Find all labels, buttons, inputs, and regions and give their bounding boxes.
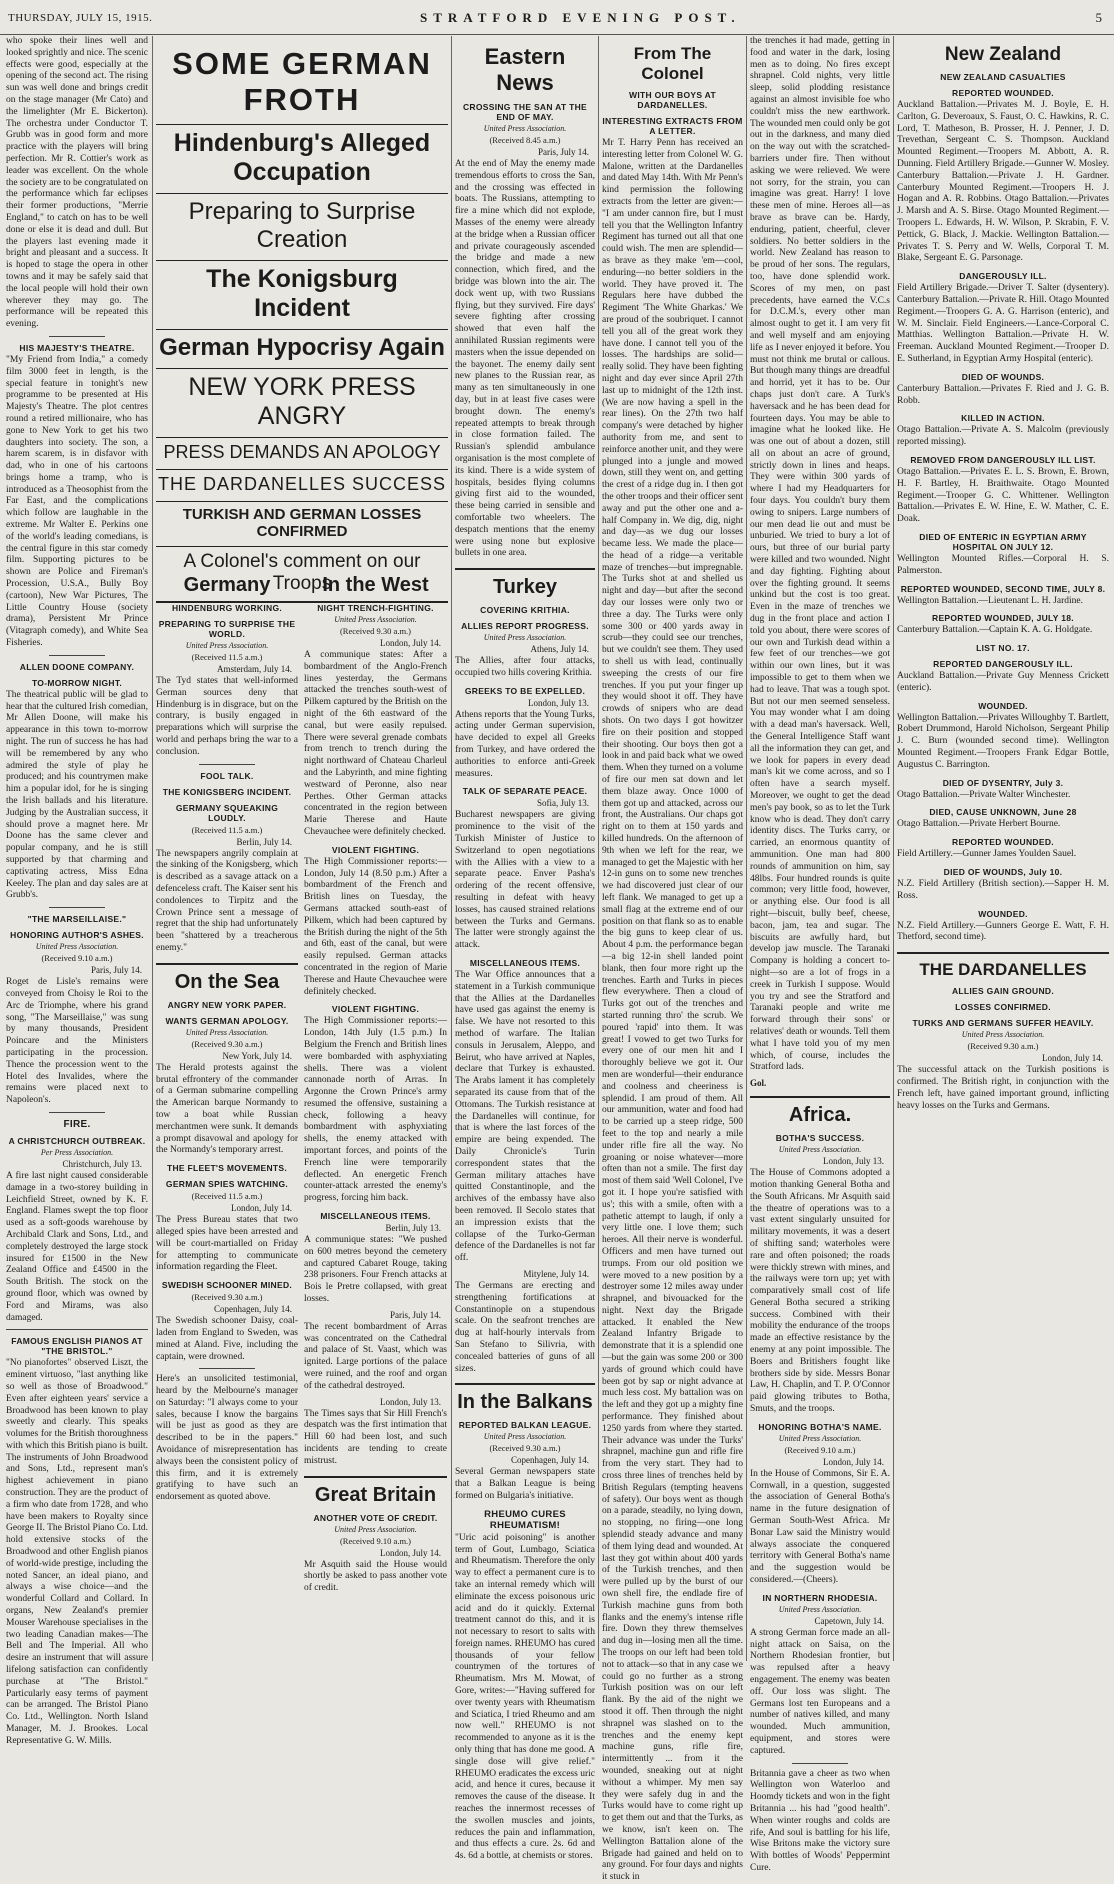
article-text: The Times says that Sir Hill French's despatch was the first intimation that Hill 60 had been lost, and such incidents are tending to create mistrust. <box>304 1408 447 1466</box>
headline: FIRE. <box>63 1118 91 1130</box>
advert-text: Here's an unsolicited testimonial, heard by the Melbourne's manager on Saturday: "I always come to your sales, because I know the bargains will be just as good as they are described to be in the papers." Avoidance of misrepresentation has always been the consistent policy of this firm, and it is extremely gratifying to have such an endorsement as quoted above. <box>156 1374 298 1503</box>
headline-deck: NEW YORK PRESS ANGRY <box>156 369 448 438</box>
headline: WITH OUR BOYS AT DARDANELLES. <box>629 90 716 110</box>
section-title-dardanelles: THE DARDANELLES <box>897 952 1109 980</box>
agency-credit: United Press Association. <box>35 942 119 952</box>
advert-headline: RHEUMO CURES RHEUMATISM! <box>484 1508 566 1531</box>
headline: THE FLEET'S MOVEMENTS. <box>166 1163 288 1174</box>
casualty-list: Wellington Battalion.—Lieutenant L. H. Jardine. <box>897 595 1084 606</box>
dateline: London, July 13. <box>822 1156 884 1167</box>
dateline: London, July 14. <box>1041 1053 1103 1064</box>
headline: HIS MAJESTY'S THEATRE. <box>19 342 135 353</box>
article-text: The Germans are erecting and strengthening fortifications at Constantinople on a stupendous scale. On the seafront trenches are dug at half-hourly intervals from San Stefano to Silivria, with concealed batteries of guns of all sizes. <box>455 1280 595 1374</box>
casualty-list: Field Artillery.—Gunner James Youlden Sauel. <box>897 849 1077 860</box>
dateline: London, July 14. <box>230 1203 292 1214</box>
headline: MISCELLANEOUS ITEMS. <box>469 958 581 969</box>
article-text: The War Office announces that a statement in a Turkish communique that the Allies at the Dardanelles have used gas against the enemy is false. We have not resorted to this method of warfare. The Italian consuls in Jerusalem, Aleppo, and Beirut, who have arrived at Naples, declare that Turkey is exhausted. The Arabs lament it has completely separated its cause from that of the Ottomans. The Turkish resistance at the Dardanelles will continue, for that is where the last forces of the empire are being expended. The Daily Chronicle's Turin correspondent states that the German military attaches have quitted Constantinople, and the archives of the embassy have also been removed. Il Secolo states that an impression exists that the collapse of the Turko-German defence of the Dardanelles is not far off. <box>455 970 595 1264</box>
headline: ALLIES GAIN GROUND. <box>951 986 1055 997</box>
headline: HINDENBURG WORKING. <box>171 603 283 613</box>
article-text: The Allies, after four attacks, occupied two hills covering Krithia. <box>455 656 595 678</box>
article-text: "My Friend from India," a comedy film 3000 feet in length, is the special feature in tonight's new programme to be presented at His Majesty's Theatre. The plot centres round a retired millionaire, who has gone to New York to get his two daughters into society. The son, a harem scarem, is in disfavor with dad, who in one of his cartoons brings home a tramp, who is introduced as a Theosophist from the Far East, and the complications which follow are laughable in the extreme. Mr Walter E. Perkins one of the world's leading comedians, is the central figure in this star comedy film. Supporting pictures to be shown are Police and Fireman's Procession, U.S.A., Bully Boy (cartoon), New War Pictures, The Little Country House (society drama), Persistent Mr Prince (Vitagraph comedy), and White Sea Fisheries. <box>6 354 148 649</box>
headline: GREEKS TO BE EXPELLED. <box>464 685 586 696</box>
casualty-list: Otago Battalion.—Private Walter Winchester. <box>897 789 1071 800</box>
dateline: Paris, July 14. <box>90 965 142 976</box>
headline: CROSSING THE SAN AT THE END OF MAY. <box>462 102 587 122</box>
article-text: The Press Bureau states that two alleged spies have been arrested and will be court-martialled on Friday for attempting to communicate information regarding the Fleet. <box>156 1215 298 1273</box>
advert-text: Britannia gave a cheer as two when Wellington won Waterloo and Hoomdy tickets and won in the fight Britannia ... his had "good health". When winter roughs and colds are rife, And soul is battling for his life, Wise Britons make the victory sure With bottles of Woods' Peppermint Cure. <box>750 1768 890 1873</box>
subheadline: WANTS GERMAN APOLOGY. <box>165 1015 289 1026</box>
column-rule <box>746 36 747 1661</box>
casualty-list: Otago Battalion.—Private A. S. Malcolm (previously reported missing). <box>897 425 1109 448</box>
column-rule <box>152 36 153 1661</box>
subheadline: TURKS AND GERMANS SUFFER HEAVILY. <box>912 1018 1094 1029</box>
agency-credit: United Press Association. <box>185 1027 269 1037</box>
headline: HONORING BOTHA'S NAME. <box>758 1421 882 1432</box>
subheadline: PREPARING TO SURPRISE THE WORLD. <box>158 619 296 639</box>
dateline: Mitylene, July 14. <box>523 1268 589 1279</box>
article-text: A communique states: After a bombardment of the Anglo-French lines yesterday, the Germans attacked the trenches south-west of Pilkem captured by the British on the night of the 6th eastward of the canal, but were easily repulsed. There were several grenade combats from trench to trench during the night northward of Chateau Charleul and the Labyrinth, and mine fighting westward of Peronne, also near Perthes. Other German attacks concentrated in the region between Marie Therese and Haute Chevauchee were definitely checked. <box>304 650 447 837</box>
article-text: The successful attack on the Turkish positions is confirmed. The British right, in conjunction with the French left, have gained important ground, inflicting heavy losses on the Turks and Germans. <box>897 1065 1109 1111</box>
headline: MISCELLANEOUS ITEMS. <box>320 1211 431 1222</box>
article-text: A strong German force made an all-night attack on Saisa, on the Northern Rhodesian frontier, but was repulsed after a heavy engagement. The enemy was beaten off. Our loss was slight. The Germans lost ten Europeans and a number of natives killed, and many wounded. Much ammunition, equipment, and stores were captured. <box>750 1627 890 1756</box>
headline: NIGHT TRENCH-FIGHTING. <box>317 603 434 613</box>
subheadline: REPORTED WOUNDED. <box>952 837 1054 848</box>
subheadline: WOUNDED. <box>978 908 1028 919</box>
dateline: Copenhagen, July 14. <box>214 1304 292 1315</box>
received-time: (Received 9.30 a.m.) <box>967 1041 1039 1052</box>
article-text: The Swedish schooner Daisy, coal-laden from England to Sweden, was mined at Aland. Five, including the captain, were drowned. <box>156 1316 298 1362</box>
agency-credit: United Press Association. <box>778 1604 862 1614</box>
dateline: Christchurch, July 13. <box>62 1158 142 1169</box>
subheadline: GERMANY SQUEAKING LOUDLY. <box>175 802 279 823</box>
column-4 <box>455 36 595 1862</box>
article-text: who spoke their lines well and looked sprightly and nice. The scenic effects were good, especially at the opening of the second act. The rising sun was well done and brings credit on the stage manager (Mr Cato) and the limelighter (Mr E. Bickerton). The orchestra under Conductor T. Grubb was in good form and more practice with the players will bring perfection. Mr R. Cottier's work as leader was excellent. On the whole the society are to be congratulated on the performance which far eclipses their former productions, "Merrie England," to catch on has to be well done or else it is dead and dull. But the players last evening made it bright and pleasant and a success. It is hoped to stage the opera in other towns and it may be safely said that the local people will hold their own wherever they may go. The performance will be repeated this evening. <box>6 36 148 330</box>
headline-deck: PRESS DEMANDS AN APOLOGY <box>156 438 448 470</box>
paper-name: STRATFORD EVENING POST. <box>420 10 741 25</box>
section-title-germany: Germany <box>183 574 271 596</box>
column-rule <box>451 36 452 1661</box>
dateline: Amsterdam, July 14. <box>217 664 292 674</box>
casualty-list: Canterbury Battalion.—Privates F. Ried and J. G. B. Robb. <box>897 383 1109 406</box>
article-text: Mr Asquith said the House would shortly be asked to pass another vote of credit. <box>304 1559 447 1594</box>
headline: ANOTHER VOTE OF CREDIT. <box>313 1512 438 1523</box>
page-number: 5 <box>1095 10 1102 25</box>
subheadline: ALLIES REPORT PROGRESS. <box>461 621 589 632</box>
casualty-list: Canterbury Battalion.—Captain K. A. G. Holdgate. <box>897 625 1093 636</box>
subheadline: REMOVED FROM DANGEROUSLY ILL LIST. <box>910 454 1096 465</box>
article-text: Athens reports that the Young Turks, acting under German supervision, have decided to expel all Greeks from Turkey, and have ordered the authorities to enforce anti-Greek measures. <box>455 709 595 779</box>
received-time: (Received 9.10 a.m.) <box>41 953 113 964</box>
headline: REPORTED BALKAN LEAGUE. <box>458 1420 592 1431</box>
headline: FOOL TALK. <box>200 770 254 781</box>
column-6 <box>750 36 890 1873</box>
agency-credit: United Press Association. <box>334 615 417 624</box>
subheadline: HONORING AUTHOR'S ASHES. <box>10 930 144 941</box>
section-title-colonel: From The Colonel <box>633 44 712 83</box>
article-text: The High Commissioner reports:— London, 14th July (1.5 p.m.) In Belgium the French and British lines were bombarded with asphyxiating shells. There was a violent cannonade north of Arras. In Argonne the Crown Prince's army resumed the offensive, sustaining a check, following a heavy bombardment with asphyxiating shells, the enemy attacked with important forces, and points of the French line were temporarily deflected. An energetic French counter-attack arrested the enemy's progress, forcing him back. <box>304 1016 447 1204</box>
subheadline: DIED OF WOUNDS. <box>961 371 1045 382</box>
subheadline: INTERESTING EXTRACTS FROM A LETTER. <box>602 116 743 136</box>
dateline: London, July 13. <box>379 1396 441 1407</box>
received-time: (Received 9.10 a.m.) <box>784 1444 856 1455</box>
column-rule <box>893 36 894 1661</box>
article-text: The Tyd states that well-informed German sources deny that Hindenburg is in disgrace, but on the contrary, is busily engaged in preparations which will surprise the world and perhaps bring the war to a conclusion. <box>156 676 298 757</box>
article-text: The House of Commons adopted a motion thanking General Botha and the South Africans. Mr Asquith said the theatre of operations was to a vast extent singularly unsuited for military movements, it was a desert of shifting sand; waterholes were rare and often poisoned; the roads were thickly strewn with mines, and the railways were torn up; yet with comparatively small cost of life General Botha secured a striking success. Combined with their mobility the endurance of the troops made an effective resistance by the enemy at any point impossible. The Boers and Britishers fought like brothers side by side. Messrs Bonar Law, H. Chaplin, and T. P. O'Connor paid glowing tributes to Botha, Smuts, and the troops. <box>750 1168 890 1415</box>
casualty-list: Auckland Battalion.—Private Guy Menness Crickett (enteric). <box>897 671 1109 693</box>
dateline: Capetown, July 14. <box>814 1615 884 1626</box>
headline: SWEDISH SCHOONER MINED. <box>161 1280 293 1291</box>
headline-main: SOME GERMAN FROTH <box>156 36 448 125</box>
subheadline: DIED OF DYSENTRY, July 3. <box>942 777 1064 788</box>
received-time: (Received 9.10 a.m.) <box>339 1535 412 1546</box>
section-title-africa: Africa. <box>750 1096 890 1127</box>
subheadline: REPORTED WOUNDED, JULY 18. <box>932 613 1074 624</box>
received-time: (Received 11.5 a.m.) <box>191 1191 263 1202</box>
subheadline: REPORTED WOUNDED. <box>952 88 1054 98</box>
agency-credit: Per Press Association. <box>40 1147 114 1157</box>
signature: Gol. <box>750 1078 767 1089</box>
section-title-west: In the West <box>322 574 429 596</box>
section-title-new-zealand: New Zealand <box>944 44 1062 65</box>
casualty-list: Wellington Mounted Rifles.—Corporal H. S. Palmerston. <box>897 553 1109 576</box>
received-time: (Received 9.30 a.m.) <box>339 626 412 636</box>
issue-date: THURSDAY, JULY 15, 1915. <box>8 12 153 24</box>
subheadline: KILLED IN ACTION. <box>961 413 1045 424</box>
dateline: Paris, July 14. <box>537 147 589 157</box>
column-rule <box>598 36 599 1661</box>
masthead <box>0 0 1114 35</box>
dateline: Berlin, July 14. <box>236 836 292 847</box>
casualty-list: N.Z. Field Artillery.—Gunners George E. Watt, F. H. Thetford, second time). <box>897 920 1109 943</box>
agency-credit: United Press Association. <box>483 1432 567 1442</box>
subheadline: LIST NO. 17. <box>976 643 1030 654</box>
casualty-list: Field Artillery Brigade.—Driver T. Salter (dysentery). Canterbury Battalion.—Private R. Hill. Otago Mounted Regiment.—Troopers G. A. G. Harrison (enteric), and W. M. Sinclair. Field Engineers.—Lance-Corporal C. Matthias. Wellington Battalion.—Private H. W. Freeman. Auckland Mounted Regiment.—Trooper D. E. Sutherland, in Egyptian Army Hospital (enteric). <box>897 283 1109 364</box>
divider <box>792 1763 848 1764</box>
headline-deck: The Konigsburg Incident <box>156 261 448 330</box>
agency-credit: United Press Association. <box>185 641 269 650</box>
column-5 <box>602 36 743 1883</box>
casualty-list: Auckland Battalion.—Privates M. J. Boyle, E. H. Carlton, G. Deveroaux, S. Faust, O. C. Hawkins, R. C. Lord, T. Matheson, B. Prosser, H. J. Penner, J. D. Trevethan, Sergeant C. S. Thompson. Auckland Mounted Regiment.—Troopers M. Abbott, A. R. Dunning. Field Artillery Brigade.—Gunner W. Mosley. Canterbury Battalion.—Private J. H. Gardner. Canterbury Mounted Regiment.—Troopers H. J. Hogan and A. R. Robbins. Otago Battalion.—Privates J. Marsh and A. S. Birse. Otago Mounted Regiment.—Troopers L. Edwards, H. W. Wilson, P. Skrabin, F. V. Pettick, G. Black, J. Mackie. Wellington Battalion.—Privates T. S. Perry and W. Wells, Corporal T. M. Blake, Sergeant E. G. Parsonage. <box>897 100 1109 264</box>
article-text: The High Commissioner reports:— London, July 14 (8.50 p.m.) After a bombardment of the French and British lines on Tuesday, the Germans attacked south-east of Pilkem, which had been captured by the British during the night of the 5th and 6th, east of the canal, but were easily repulsed. German attacks concentrated in the region of Marie Therese and Haute Chevauchee were definitely checked. <box>304 856 447 997</box>
received-time: (Received 11.5 a.m.) <box>191 652 263 662</box>
dateline: London, July 13. <box>527 697 589 708</box>
headline: ANGRY NEW YORK PAPER. <box>167 999 287 1010</box>
casualty-list: Otago Battalion.—Privates E. L. S. Brown, E. Brown, H. F. Bartley, H. Braithwaite. Otago Mounted Regiment.—Trooper G. C. Whittener. Wellington Battalion.—Privates E. W. Hine, E. W. Mather, C. E. Doak. <box>897 466 1109 525</box>
article-text: Bucharest newspapers are giving prominence to the visit of the Turkish Minister of Justice to Switzerland to open negotiations with the Allies with a view to a separate peace. Enver Pasha's ordering of the recent offensive, resulting in defeat with heavy losses, has caused strained relations between the Turks and Germans. The latter were strongly against the attack. <box>455 810 595 951</box>
casualty-list: N.Z. Field Artillery (British section).—Sapper H. M. Ross. <box>897 879 1109 901</box>
dateline: Athens, July 14. <box>530 644 589 655</box>
article-text: the trenches it had made, getting in food and water in the dark, losing men as to doing. No fires except shrapnel. Cold nights, very little sleep, solid plodding resistance against an almost invisible foe who couldn't miss the new earthwork. The wounded men could only be got out in the darkness, and many died on the way out with the scratched-barriers under fire. Then without asking we were relieved. We were not sorry, for the strain, you can imagine was great. Harry! I love these men of mine. Heroes all—as brave as brave can be. Hardy, enduring, patient, cheerful, clever soldiers. No better soldiers in the world. New Zealand has reason to be proud of her sons. The regulars, too, have done splendid work. Scores of my men, on past precedents, have earned the V.C.s for D.C.M.'s, every other man almost ought to get it. I am very fit and well myself and am enjoying life as I never enjoyed it before. You must not think me brutal or callous. But though many things are dreadful and horrid, yet it has to be. Our chaps just don't care. A Turk's haversack and he has been dead for fourteen days. You may be able to imagine what he looked like. He was one out of about a dozen, still all on about an acre of ground, strictly down in lines and heaps. They were within 300 yards of where I had my Headquarters for four days. You couldn't bury them owing to snipers. Large numbers of our men dead lie out and must be unburied. We tried to bury a lot of ours, but three of our burial party were killed and two wounded. Night and day fighting. Fighting about over the fighting ground. It seems unkind but the cost is too great. Even in the maze of trenches we dug in the front place and action I told you about, there were scores of our own and Turkish dead within a few feet of our trenches—we got within our own lines, but it was impossible to get to them when we had to leave. That was a tough spot. But not our men seemed senseless. You may wonder what I am doing with a dead man's haversack. Well, the General Intelligence Staff want all the information they can get, and we look for papers in every dead man's kit we come across, and so I often have a search myself. Moreover, we ought to get the dead men's pay book, so as to let the Turk know who is dead. They don't carry identity discs. The Turks carry, or carried, an enormous quantity of ammunition. One man had 800 rounds of ammunition on him, say 48lbs. Four hundred rounds is quite common; very little food, however, or anything else. Our food is all right—biscuit, bully beef, cheese, bacon, jam, tea and sugar. The biscuits are awfully hard, but develop jaw muscle. The Taranaki Company is holding a concert to-night—so are a lot of frogs in a creek in Turkish I suppose. Would you try and see the Stratford and Taranaki people and write me forward through their sons' or relatives' death or wounds. Tell them what I have told you of my men which, of course, includes the Stratford lads. <box>750 36 890 1073</box>
dateline: London, July 14. <box>822 1456 884 1467</box>
headline: VIOLENT FIGHTING. <box>331 1004 420 1015</box>
article-text: The theatrical public will be glad to hear that the cultured Irish comedian, Mr Allen Doone, will make his appearance in this town to-morrow night. The run of success he has had will be remembered by any who admired the style of play he produced; and his countrymen make him a popular idol, for he is singing the Irish ballads and his literature. Judging by the Australian success, it should prove a magnet here. Mr Doone has the same clever and popular company, and he is still supported by that charming and captivating actress, Miss Edna Keeley. The plan and day sales are at Grubb's. <box>6 689 148 901</box>
headline-deck: German Hypocrisy Again <box>156 330 448 369</box>
advert-text: "Uric acid poisoning" is another term of Gout, Lumbago, Sciatica and Rheumatism. Therefore the only way to effect a permanent cure is to take an internal remedy which will eliminate the excess poisonous uric acid and do it quickly. External treatment cannot do this, and it is not necessary to resort to salts with foreign names. RHEUMO has cured thousands of your fellow countrymen of the tortures of Rheumatism. Mrs M. Mowat, of Gore, writes:—"Having suffered for over twenty years with Rheumatism and Sciatica, I tried Rheumo and am now well." RHEUMO is not recommended to anyone as it is the only thing that has done me good. A single dose will give relief." RHEUMO eradicates the excess uric acid, and hence it cures, because it removes the cause of the disease. It reaches the innermost recesses of the swollen muscles and joints, reduces the pain and inflammation, and thus effects a cure. 2s. 6d and 4s. 6d a bottle, at chemists or stores. <box>455 1532 595 1862</box>
article-text: The recent bombardment of Arras was concentrated on the Cathedral and palace of St. Vaast, which was ignited. Large portions of the palace were ruined, and the roof and organ of the cathedral destroyed. <box>304 1321 447 1391</box>
advert-text: "No pianofortes" observed Liszt, the eminent virtuoso, "last anything like so well as those of Broadwood." Even after eighteen years' service a Broadwood has been known to play sweetly and clearly. This speaks volumes for the British thoroughness with which this British piano is built. The instruments of John Broadwood and Sons, Ltd., represent man's highest achievement in piano construction. They are the product of a firm who date from 1728, and who have been makers to Royalty since George II. The Bristol Piano Co. Ltd. hold extensive stocks of the Broadwood and other English pianos of world-wide prestige, including the noted Sancer, an ideal piano, and always a wise choice—and the wonderful Collard and Collard. In organs, New Zealand's premier Mouser Warehouse specialises in the two leading Canadian makes—The Bell and The Imperial. All who desire an instrument that will assure lifelong satisfaction can confidently purchase at "The Bristol." Particularly easy terms of payment can be arranged. The Bristol Piano Co. Ltd., Wellington. North Island Manager, M. J. Brookes. Local Representative G. W. Mills. <box>6 1358 148 1746</box>
headline: IN NORTHERN RHODESIA. <box>762 1592 878 1603</box>
dateline: Paris, July 14. <box>389 1309 441 1320</box>
subheadline: LOSSES CONFIRMED. <box>955 1002 1051 1013</box>
headline-deck: TURKISH AND GERMAN LOSSES CONFIRMED <box>156 502 448 547</box>
column-2 <box>156 566 298 1661</box>
divider <box>49 1112 106 1113</box>
subheadline: REPORTED DANGEROUSLY ILL. <box>933 659 1073 670</box>
dateline: London, July 14. <box>379 1547 441 1558</box>
agency-credit: United Press Association. <box>334 1524 417 1534</box>
agency-credit: United Press Association. <box>778 1433 862 1443</box>
subheadline: DANGEROUSLY ILL. <box>959 271 1047 282</box>
divider <box>6 1329 148 1330</box>
article-text: Several German newspapers state that a Balkan League is being formed on Bulgaria's initiative. <box>455 1467 595 1501</box>
section-title-balkans: In the Balkans <box>455 1383 595 1414</box>
received-time: (Received 9.30 a.m.) <box>489 1443 561 1454</box>
subheadline: TO-MORROW NIGHT. <box>31 677 123 688</box>
divider <box>49 907 106 908</box>
column-3 <box>304 566 447 1661</box>
article-text: Mr T. Harry Penn has received an interesting letter from Colonel W. G. Malone, written at the Dardanelles and dated May 14th. With Mr Penn's kind permission the following extracts from the letter are given:— "I am under cannon fire, but I must tell you that the Wellington Infantry Regiment has turned out all that one could wish. The men are splendid—as brave as they make 'em—cool, enduring—no better soldiers in the world. They have proved it. The Regulars here have dubbed the Regiment 'The White Gharkas.' We are proud of the soubriquet. I cannot tell you all of the great work they have done. I cannot tell you of the losses. The hardships are solid—really solid. They have been fighting night and day ever since April 27th last up to midnight of the 12th inst. (We are now having a spell in the rear lines). On the 27th two half company's were detached by higher authority from me, and sent to reinforce another unit, and they were plunged into a jungle and mowed down, still they went on, and getting the crest of a ridge dug in. I then got the other troops and their officer sent away and put the other one and a-half Company in. We dig, dig, night and day—as we dug our losses became less. We made the place—the head of a ridge—a veritable maze of trenches—but impregnable. The Turks shot at and shelled us night and day—but after the second day our losses were only two or three a day. The Turks were only some 300 or 400 yards away in scrub—they could see our trenches, but we couldn't see them. They used to shell us with lead, continually sweeping the crests of our fire trenches. If you put your finger up they would shoot it off. They have crowds of snipers who are dead shots. On two days I got howitzer fire on their position and stopped their shooting. Our boys then got a look in and paid back what we owed them. When they turned on a volume of fire our men sat down and let them blaze away. Once 1000 of them got up and attacked, across our front, the Australians. Our chaps got right on to them at 150 yards and killed hundreds. On the afternoon of 9th when we left for the rear, we managed to get the Majestic with her 12-in guns on to some new trenches we had discovered just clear of our left flank. We managed to get up a small flag at the extreme end of our position on that flank so as to enable the big guns to keep clear of us. About 4 p.m. the performance began—a big 12-in shell landed point blank, then four more right up the trenches. Earth and Turks in pieces flew everywhere. Then a cloud of Turks got out of the trenches and started running thro' the scrub. We poured 'rapid' into them. It was great! I vowed to get two Turks for every one of our men hit and I thoroughly believe we got it. Our men are wonderful—their endurance and coolness and cheeriness is splendid. I am proud of them. All our ammunition, water and food had to be carried up a steep ridge, 500 feet to the top and nearly a mile under rifle fire all the way. No groaning or noise whatever—more often than not a smile. The first day most of them said 'Well Colonel, I've got it. I hope you're satisfied with us'; this with a smile, often with a pathetic attempt to laugh, if only a very little one. I love them; such heroes. All their nerve is wonderful. Officers and men have turned out trumps. From our old position we were moved to a new position by a destroyer some 12 miles away under shrapnel, and bivouacked for the night. Next day the Brigade attacked. It enabled the New Zealand Infantry Brigade to demonstrate that it is a splendid one—but the gain was some 200 or 300 yards of ground which could have been got by sap or night advance at much less cost. My battalion was on the left and they got up a mighty fine performance. They finished about 1250 yards from where they started. Their advance was under the Turks' shrapnel, machine gun and rifle fire from the very start. They had to cross three lines of trenches held by British Regulars (tempting heavens of safety). Our boys went as though on a parade, steadily, no lying down, no stopping, no firing—one long splendid steady advance and many of them lying dead and wounded. At last they got within about 400 yards of the Turkish trenches, and then were pulled up by the burst of our own shell fire, the endlade fire of Turkish machine guns from both flanks and the enemy's intense rifle fire. Down they threw themselves and dug in—losing men all the time. The troops on our left had been told not to attack—so that in any case we could go no further as a strong Turkish position was on our left flank. By the aid of the night we stood it off. Then through the night shrapnel was slashed on to the trenches and the enemy kept machine guns, rifle fire, intermittently ... from it the wounded, sneaking out at night without a whimper. My men say they were safely dug in and the Turks would have to come right up to get them out and that the Turks, as we know, isn't keen on. The Wellington Battalion alone of the Brigade had gained and held on to any ground. For four days and nights it stuck in <box>602 138 743 1883</box>
dateline: London, July 14. <box>379 638 441 648</box>
headline-deck: Preparing to Surprise Creation <box>156 194 448 261</box>
subheadline: WOUNDED. <box>978 700 1028 711</box>
subheadline: A CHRISTCHURCH OUTBREAK. <box>8 1135 146 1146</box>
column-1 <box>6 36 148 1746</box>
divider <box>199 764 256 765</box>
headline: COVERING KRITHIA. <box>480 605 570 616</box>
divider <box>199 1368 256 1369</box>
subheadline: THE KONIGSBERG INCIDENT. <box>162 786 292 797</box>
article-text: Roget de Lisle's remains were conveyed from Choisy le Roi to the Arc de Triomphe, where his grand song, "The Marseillaise," was sung by many thousands, President Poincare and the Ministers participating in the procession. Thence the procession went to the Hotel des Invalides, where the remains were placed next to Napoleon's. <box>6 977 148 1106</box>
article-text: In the House of Commons, Sir E. A. Cornwall, in a question, suggested the association of General Botha's name in the future designation of German South-West Africa. Mr Bonar Law said the Ministry would always associate the conquered territory with General Botha's name and the suggestion would be considered.—(Cheers). <box>750 1468 890 1586</box>
dateline: Berlin, July 13. <box>385 1223 441 1234</box>
headline: NEW ZEALAND CASUALTIES <box>940 72 1066 82</box>
casualty-list: Wellington Battalion.—Privates Willoughby T. Bartlett, Robert Drummond, Harold Nicholson, Sergeant Philip J. C. Burn (wounded second time). Wellington Mounted Regiment.—Troopers Frank Edgar Bottle, Augustus C. Barrington. <box>897 712 1109 770</box>
headline: TALK OF SEPARATE PEACE. <box>462 786 588 797</box>
received-time: (Received 9.30 a.m.) <box>191 1038 263 1049</box>
section-title-eastern: Eastern News <box>484 44 566 95</box>
section-title-britain: Great Britain <box>304 1476 447 1507</box>
headline: VIOLENT FIGHTING. <box>331 844 420 855</box>
subheadline: REPORTED WOUNDED, SECOND TIME, JULY 8. <box>900 583 1106 594</box>
article-text: A communique states: "We pushed on 600 metres beyond the cemetery and captured Cabaret Rouge, taking 238 prisoners. Four French attacks at Bois le Pretre collapsed, with great losses. <box>304 1235 447 1305</box>
subheadline: GERMAN SPIES WATCHING. <box>165 1179 289 1190</box>
agency-credit: United Press Association. <box>483 633 567 643</box>
dateline: New York, July 14. <box>222 1050 292 1061</box>
divider <box>49 336 106 337</box>
agency-credit: United Press Association. <box>778 1145 862 1155</box>
subheadline: DIED, CAUSE UNKNOWN, June 28 <box>929 807 1077 818</box>
dateline: Sofia, July 13. <box>536 798 589 809</box>
headline: BOTHA'S SUCCESS. <box>775 1133 865 1144</box>
headline: "THE MARSEILLAISE." <box>27 914 127 925</box>
received-time: (Received 8.45 a.m.) <box>489 135 561 145</box>
dateline: Copenhagen, July 14. <box>511 1455 589 1466</box>
section-title-turkey: Turkey <box>455 568 595 599</box>
article-text: A fire last night caused considerable damage in a two-storey building in Leichfield Street, owned by K. F. England. Flames swept the top floor used as a soft-goods warehouse by Archibald Clark and Sons, Ltd., and completely destroyed the large stock insured for £1500 in the New Zealand Office and £4500 in the South British. The stock on the ground floor, which was owned by Ford and Mirams, was also damaged. <box>6 1170 148 1323</box>
column-7 <box>897 36 1109 1661</box>
agency-credit: United Press Association. <box>961 1030 1045 1040</box>
subheadline: DIED OF ENTERIC IN EGYPTIAN ARMY HOSPITAL ON JULY 12. <box>919 531 1087 552</box>
received-time: (Received 9.30 a.m.) <box>191 1292 263 1303</box>
subheadline: DIED OF WOUNDS, July 10. <box>943 867 1063 878</box>
article-text: At the end of May the enemy made tremendous efforts to cross the San, and the crossing was effected in boats. The Russians, attempting to fire a mine which did not explode, Masses of the enemy were already at the bridge when a Russian officer and private courageously ascended the bridge and made a new connection, which fired, and the bridge was blown into the air. The dock went up, with two Russians flying, but they survived. Fire days' severe fighting after crossing showed that even half the annihilated Russian regiments were masters when the issue depended on the bayonet. The enemy daily sent new planes to the Russian rear, as many as ten simultaneously in one day, but in at least five cases were brought down. The enemy's repeated attempts to break through in close formation failed. The Russian's splendid ambulance organisation is the most complete of its kind. There is a wide system of hospitals, besides flying columns giving first aid to the wounded, these being carried in sensible and comfortable two wheelers. The despatch mentions that the enemy were using none but explosive bullets in one area. <box>455 159 595 559</box>
casualty-list: Otago Battalion.—Private Herbert Bourne. <box>897 819 1061 830</box>
headline-deck: Hindenburg's Alleged Occupation <box>156 125 448 194</box>
headline-deck: A Colonel's comment on our Troops <box>156 547 448 603</box>
received-time: (Received 11.5 a.m.) <box>191 824 263 835</box>
headline-deck: THE DARDANELLES SUCCESS <box>156 470 448 502</box>
article-text: The newspapers angrily complain at the sinking of the Konigsberg, which is described as a savage attack on a defenceless craft. The Kaiser sent his condolences to Tirpitz and the Crown Prince sent a message of regret that the ship had unfortunately been "shattered by a treacherous enemy." <box>156 848 298 953</box>
section-title-sea: On the Sea <box>156 963 298 994</box>
article-text: The Herald protests against the brutal effrontery of the commander of a German submarine compelling the American barque Normandy to tow a boat while Russian merchantmen were sunk. It demands a prompt disavowal and apology for the Normandy's temporary arrest. <box>156 1062 298 1156</box>
divider <box>49 655 106 656</box>
headline: FAMOUS ENGLISH PIANOS AT "THE BRISTOL." <box>11 1336 143 1357</box>
agency-credit: United Press Association. <box>483 124 567 133</box>
headline: ALLEN DOONE COMPANY. <box>19 661 135 672</box>
